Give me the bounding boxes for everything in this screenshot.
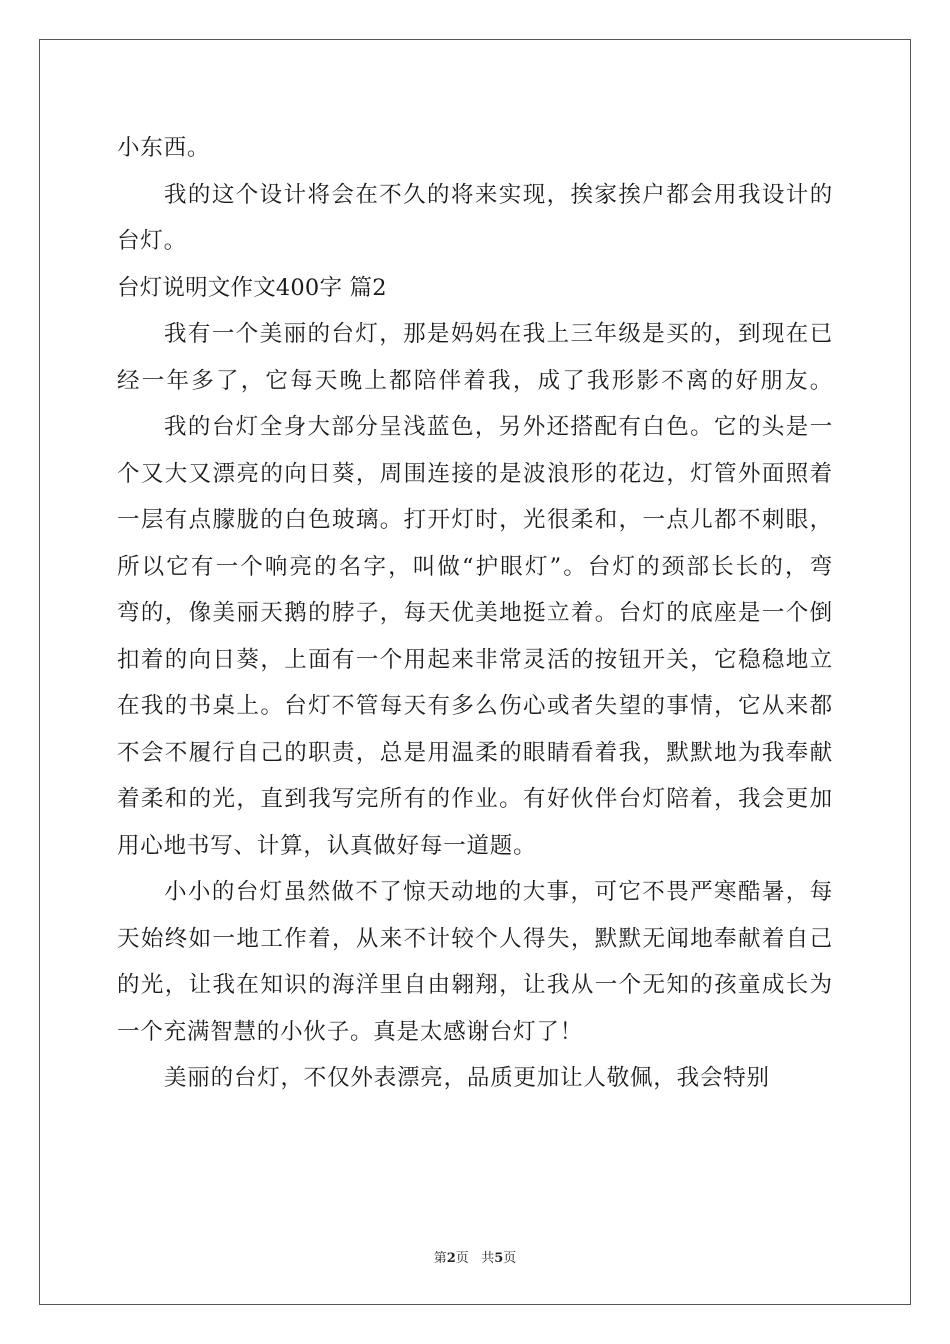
text-line: 小小的台灯虽然做不了惊天动地的大事，可它不畏严寒酷暑，每: [164, 879, 833, 905]
text-line: 个又大又漂亮的向日葵，周围连接的是波浪形的花边，灯管外面照着: [117, 460, 833, 487]
text-line: 经一年多了，它每天晚上都陪伴着我，成了我形影不离的好朋友。: [117, 367, 833, 394]
text-line: 着柔和的光，直到我写完所有的作业。有好伙伴台灯陪着，我会更加: [117, 786, 833, 812]
total-pages-suffix: 页: [503, 1251, 517, 1266]
page-number-suffix: 页: [455, 1251, 469, 1266]
text-line: 扣着的向日葵，上面有一个用起来非常灵活的按钮开关，它稳稳地立: [117, 646, 833, 673]
text-line: 用心地书写、计算，认真做好每一道题。: [117, 832, 537, 859]
total-pages-prefix: 共: [481, 1251, 495, 1266]
document-body: [117, 125, 833, 1102]
text-line: 我的台灯全身大部分呈浅蓝色，另外还搭配有白色。它的头是一: [164, 414, 833, 440]
page-number-prefix: 第: [433, 1251, 447, 1266]
text-line: 弯的，像美丽天鹅的脖子，每天优美地挺立着。台灯的底座是一个倒: [117, 600, 833, 626]
text-line: 不会不履行自己的职责，总是用温柔的眼睛看着我，默默地为我奉献: [117, 739, 833, 766]
text-line: 小东西。: [117, 135, 211, 161]
text-line: 在我的书桌上。台灯不管每天有多么伤心或者失望的事情，它从来都: [117, 693, 833, 719]
text-line: 我有一个美丽的台灯，那是妈妈在我上三年级是买的，到现在已: [164, 321, 833, 347]
current-page-number: 2: [446, 1251, 456, 1266]
text-line: 一个充满智慧的小伙子。真是太感谢台灯了！: [117, 1018, 584, 1045]
text-line: 的光，让我在知识的海洋里自由翱翔，让我从一个无知的孩童成长为: [117, 972, 833, 998]
text-line: 天始终如一地工作着，从来不计较个人得失，默默无闻地奉献着自己: [117, 925, 833, 952]
section-heading: 台灯说明文作文400字 篇2: [117, 274, 387, 301]
text-line: 台灯。: [117, 228, 187, 254]
text-line: 我的这个设计将会在不久的将来实现，挨家挨户都会用我设计的: [164, 181, 833, 208]
text-line: 所以它有一个响亮的名字，叫做“护眼灯”。台灯的颈部长长的，弯: [117, 553, 833, 580]
page-footer: [0, 1247, 950, 1266]
text-line: 美丽的台灯，不仅外表漂亮，品质更加让人敬佩，我会特别: [164, 1065, 770, 1091]
total-pages-number: 5: [494, 1251, 504, 1266]
text-line: 一层有点朦胧的白色玻璃。打开灯时，光很柔和，一点儿都不刺眼，: [117, 507, 833, 533]
